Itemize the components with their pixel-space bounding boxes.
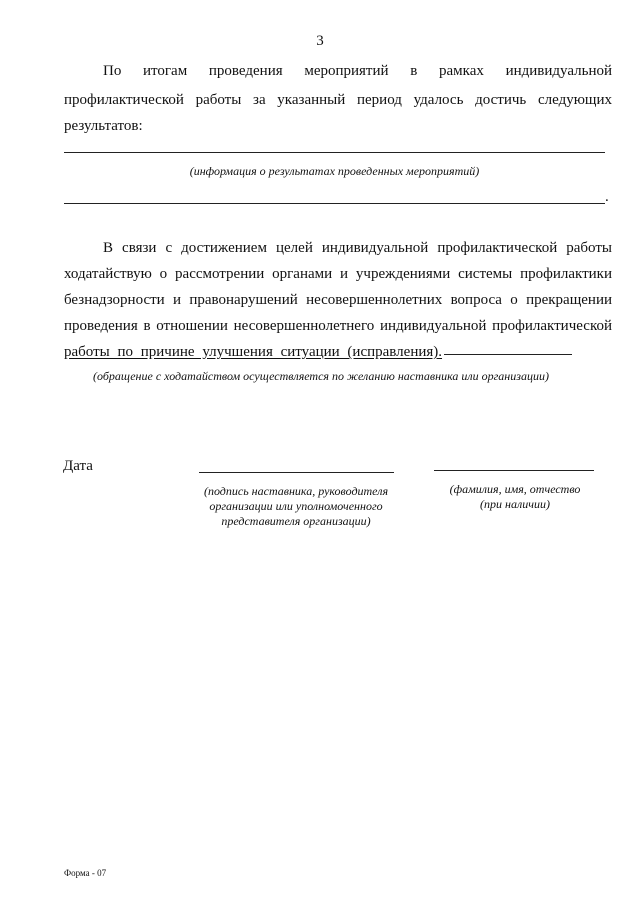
paragraph2-line-1: В связи с достижением целей индивидуальной профилактической работы xyxy=(103,240,612,256)
paragraph2-line-4: проведения в отношении несовершеннолетнего индивидуальной профилактической xyxy=(64,318,612,334)
signature-caption-line-1: (подпись наставника, руководителя xyxy=(203,484,389,498)
name-caption-line-1: (фамилия, имя, отчество xyxy=(449,482,581,496)
signature-caption-line-2: организации или уполномоченного xyxy=(209,499,383,513)
paragraph1-line-3: результатов: xyxy=(64,118,143,134)
signature-caption-line-3: представителя организации) xyxy=(221,514,371,528)
form-code: Форма - 07 xyxy=(64,868,107,878)
signature-line xyxy=(199,472,394,473)
name-caption xyxy=(430,482,600,512)
results-end-mark: . xyxy=(605,189,609,205)
petition-caption: (обращение с ходатайством осуществляется по желанию наставника или организации) xyxy=(93,369,549,383)
page-number: 3 xyxy=(316,33,324,49)
paragraph2-last-line: работы по причине улучшения ситуации (исправления). xyxy=(64,344,443,360)
date-label: Дата xyxy=(63,458,93,474)
results-caption: (информация о результатах проведенных мероприятий) xyxy=(189,164,480,178)
paragraph1-line-1: По итогам проведения мероприятий в рамках индивидуальной xyxy=(103,63,612,79)
paragraph2-line-2: ходатайствую о рассмотрении органами и учреждениями системы профилактики xyxy=(64,266,612,282)
results-line-2 xyxy=(64,203,605,204)
signature-caption xyxy=(186,484,406,529)
paragraph2-line-3: безнадзорности и правонарушений несовершеннолетних вопроса о прекращении xyxy=(64,292,612,308)
name-caption-line-2: (при наличии) xyxy=(480,497,550,511)
name-line xyxy=(434,470,594,471)
paragraph1-line-2: профилактической работы за указанный период удалось достичь следующих xyxy=(64,92,612,108)
results-line-1 xyxy=(64,152,605,153)
reason-line xyxy=(444,354,572,355)
